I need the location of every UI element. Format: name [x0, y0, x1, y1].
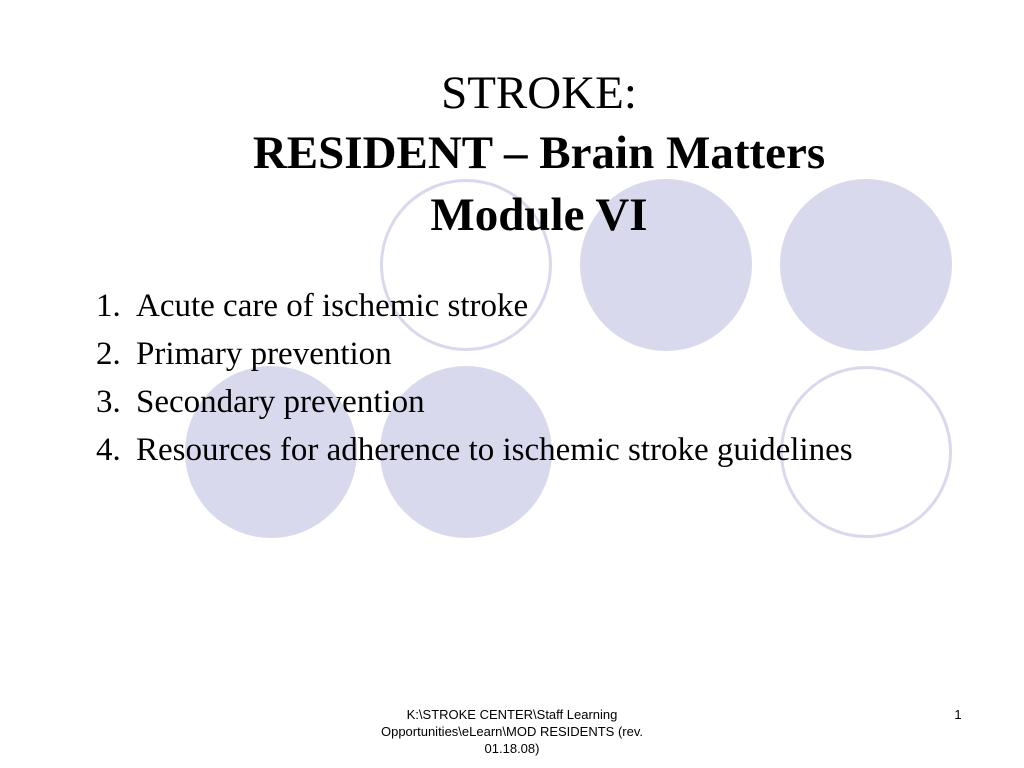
slide-title — [80, 64, 998, 246]
agenda-item-text: Resources for adherence to ischemic stroke guidelines — [136, 432, 853, 468]
agenda-item — [96, 426, 876, 474]
agenda-item-number: 2. — [96, 336, 121, 372]
footer-file-path: K:\STROKE CENTER\Staff Learning Opportunities\eLearn\MOD RESIDENTS (rev. 01.18.08) — [380, 707, 643, 756]
agenda-item-text: Secondary prevention — [136, 384, 425, 420]
agenda-item-number: 3. — [96, 384, 121, 420]
agenda-item — [96, 282, 876, 330]
slide-number: 1 — [954, 707, 962, 722]
agenda-item-number: 1. — [96, 288, 121, 324]
agenda-item — [96, 330, 876, 378]
agenda-item-text: Primary prevention — [136, 336, 392, 372]
agenda-list — [96, 282, 876, 474]
title-line-3: Module VI — [430, 189, 648, 241]
agenda-item — [96, 378, 876, 426]
title-line-1: STROKE: — [441, 67, 637, 119]
agenda-item-number: 4. — [96, 432, 121, 468]
title-line-2: RESIDENT – Brain Matters — [252, 127, 826, 179]
agenda-item-text: Acute care of ischemic stroke — [136, 288, 529, 324]
